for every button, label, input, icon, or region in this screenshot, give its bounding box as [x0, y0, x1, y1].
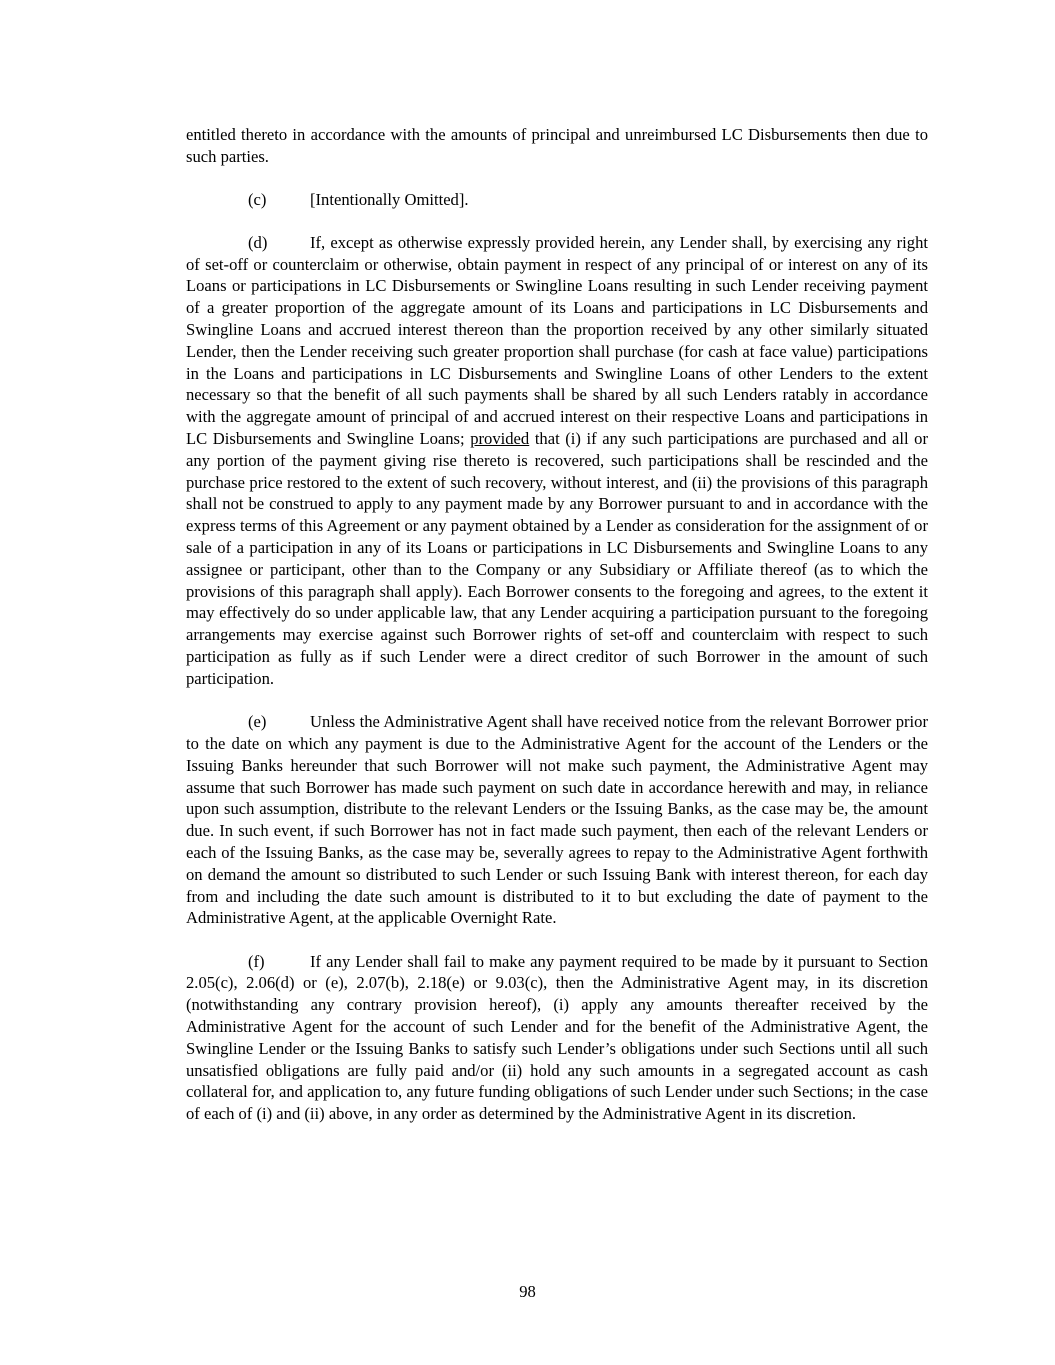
- paragraph-f-label: (f): [248, 951, 265, 971]
- paragraph-d: [186, 232, 928, 690]
- paragraph-d-provided: provided: [470, 429, 530, 449]
- page-number: 98: [519, 1282, 536, 1301]
- document-body: [186, 124, 928, 1146]
- paragraph-d-text-before: If, except as otherwise expressly provided herein, any Lender shall, by exercising any right of set-off or counterclaim or otherwise, obtain payment in respect of any principal of or interest on any of its Loans or participations in LC Disbursements or Swingline Loans resulting in such Lender receiving payment of a greater proportion of the aggregate amount of its Loans and participations in LC Disbursements and Swingline Loans and accrued interest thereon than the proportion received by any other similarly situated Lender, then the Lender receiving such greater proportion shall purchase (for cash at face value) participations in the Loans and participations in LC Disbursements and Swingline Loans of other Lenders to the extent necessary so that the benefit of all such payments shall be shared by all such Lenders ratably in accordance with the aggregate amount of principal of and accrued interest on their respective Loans and participations in LC Disbursements and Swingline Loans;: [186, 232, 928, 449]
- paragraph-continuation: entitled thereto in accordance with the amounts of principal and unreimbursed LC Disbursements then due to such parties.: [186, 125, 928, 166]
- paragraph-d-text-after: that (i) if any such participations are purchased and all or any portion of the payment giving rise thereto is recovered, such participations shall be rescinded and the purchase price restored to the extent of such recovery, without interest, and (ii) the provisions of this paragraph shall not be construed to apply to any payment made by any Borrower pursuant to and in accordance with the express terms of this Agreement or any payment obtained by a Lender as consideration for the assignment of or sale of a participation in any of its Loans or participations in LC Disbursements and Swingline Loans to any assignee or participant, other than to the Company or any Subsidiary or Affiliate thereof (as to which the provisions of this paragraph shall apply). Each Borrower consents to the foregoing and agrees, to the extent it may effectively do so under applicable law, that any Lender acquiring a participation pursuant to the foregoing arrangements may exercise against such Borrower rights of set-off and counterclaim with respect to such participation as fully as if such Lender were a direct creditor of such Borrower in the amount of such participation.: [186, 429, 928, 688]
- paragraph-e: [186, 711, 928, 929]
- paragraph-d-label: (d): [248, 232, 268, 252]
- paragraph-f: [186, 951, 928, 1125]
- paragraph-f-text: If any Lender shall fail to make any payment required to be made by it pursuant to Section 2.05(c), 2.06(d) or (e), 2.07(b), 2.18(e) or 9.03(c), then the Administrative Agent may, in its discretion (notwithstanding any contrary provision hereof), (i) apply any amounts thereafter received by the Administrative Agent for the account of such Lender and for the benefit of the Administrative Agent, the Swingline Lender or the Issuing Banks to satisfy such Lender’s obligations under such Sections until all such unsatisfied obligations are fully paid and/or (ii) hold any such amounts in a segregated account as cash collateral for, and application to, any future funding obligations of such Lender under such Sections; in the case of each of (i) and (ii) above, in any order as determined by the Administrative Agent in its discretion.: [186, 951, 928, 1124]
- paragraph-c-text: [Intentionally Omitted].: [310, 189, 469, 209]
- paragraph-e-text: Unless the Administrative Agent shall have received notice from the relevant Borrower prior to the date on which any payment is due to the Administrative Agent for the account of the Lenders or the Issuing Banks hereunder that such Borrower will not make such payment, the Administrative Agent may assume that such Borrower has made such payment on such date in accordance herewith and may, in reliance upon such assumption, distribute to the relevant Lenders or the Issuing Banks, as the case may be, the amount due. In such event, if such Borrower has not in fact made such payment, then each of the relevant Lenders or each of the Issuing Banks, as the case may be, severally agrees to repay to the Administrative Agent forthwith on demand the amount so distributed to such Lender or such Issuing Bank with interest thereon, for each day from and including the date such amount is distributed to it to but excluding the date of payment to the Administrative Agent, at the applicable Overnight Rate.: [186, 712, 928, 928]
- paragraph-e-label: (e): [248, 712, 267, 732]
- paragraph-c: [186, 189, 928, 211]
- paragraph-c-label: (c): [248, 189, 267, 209]
